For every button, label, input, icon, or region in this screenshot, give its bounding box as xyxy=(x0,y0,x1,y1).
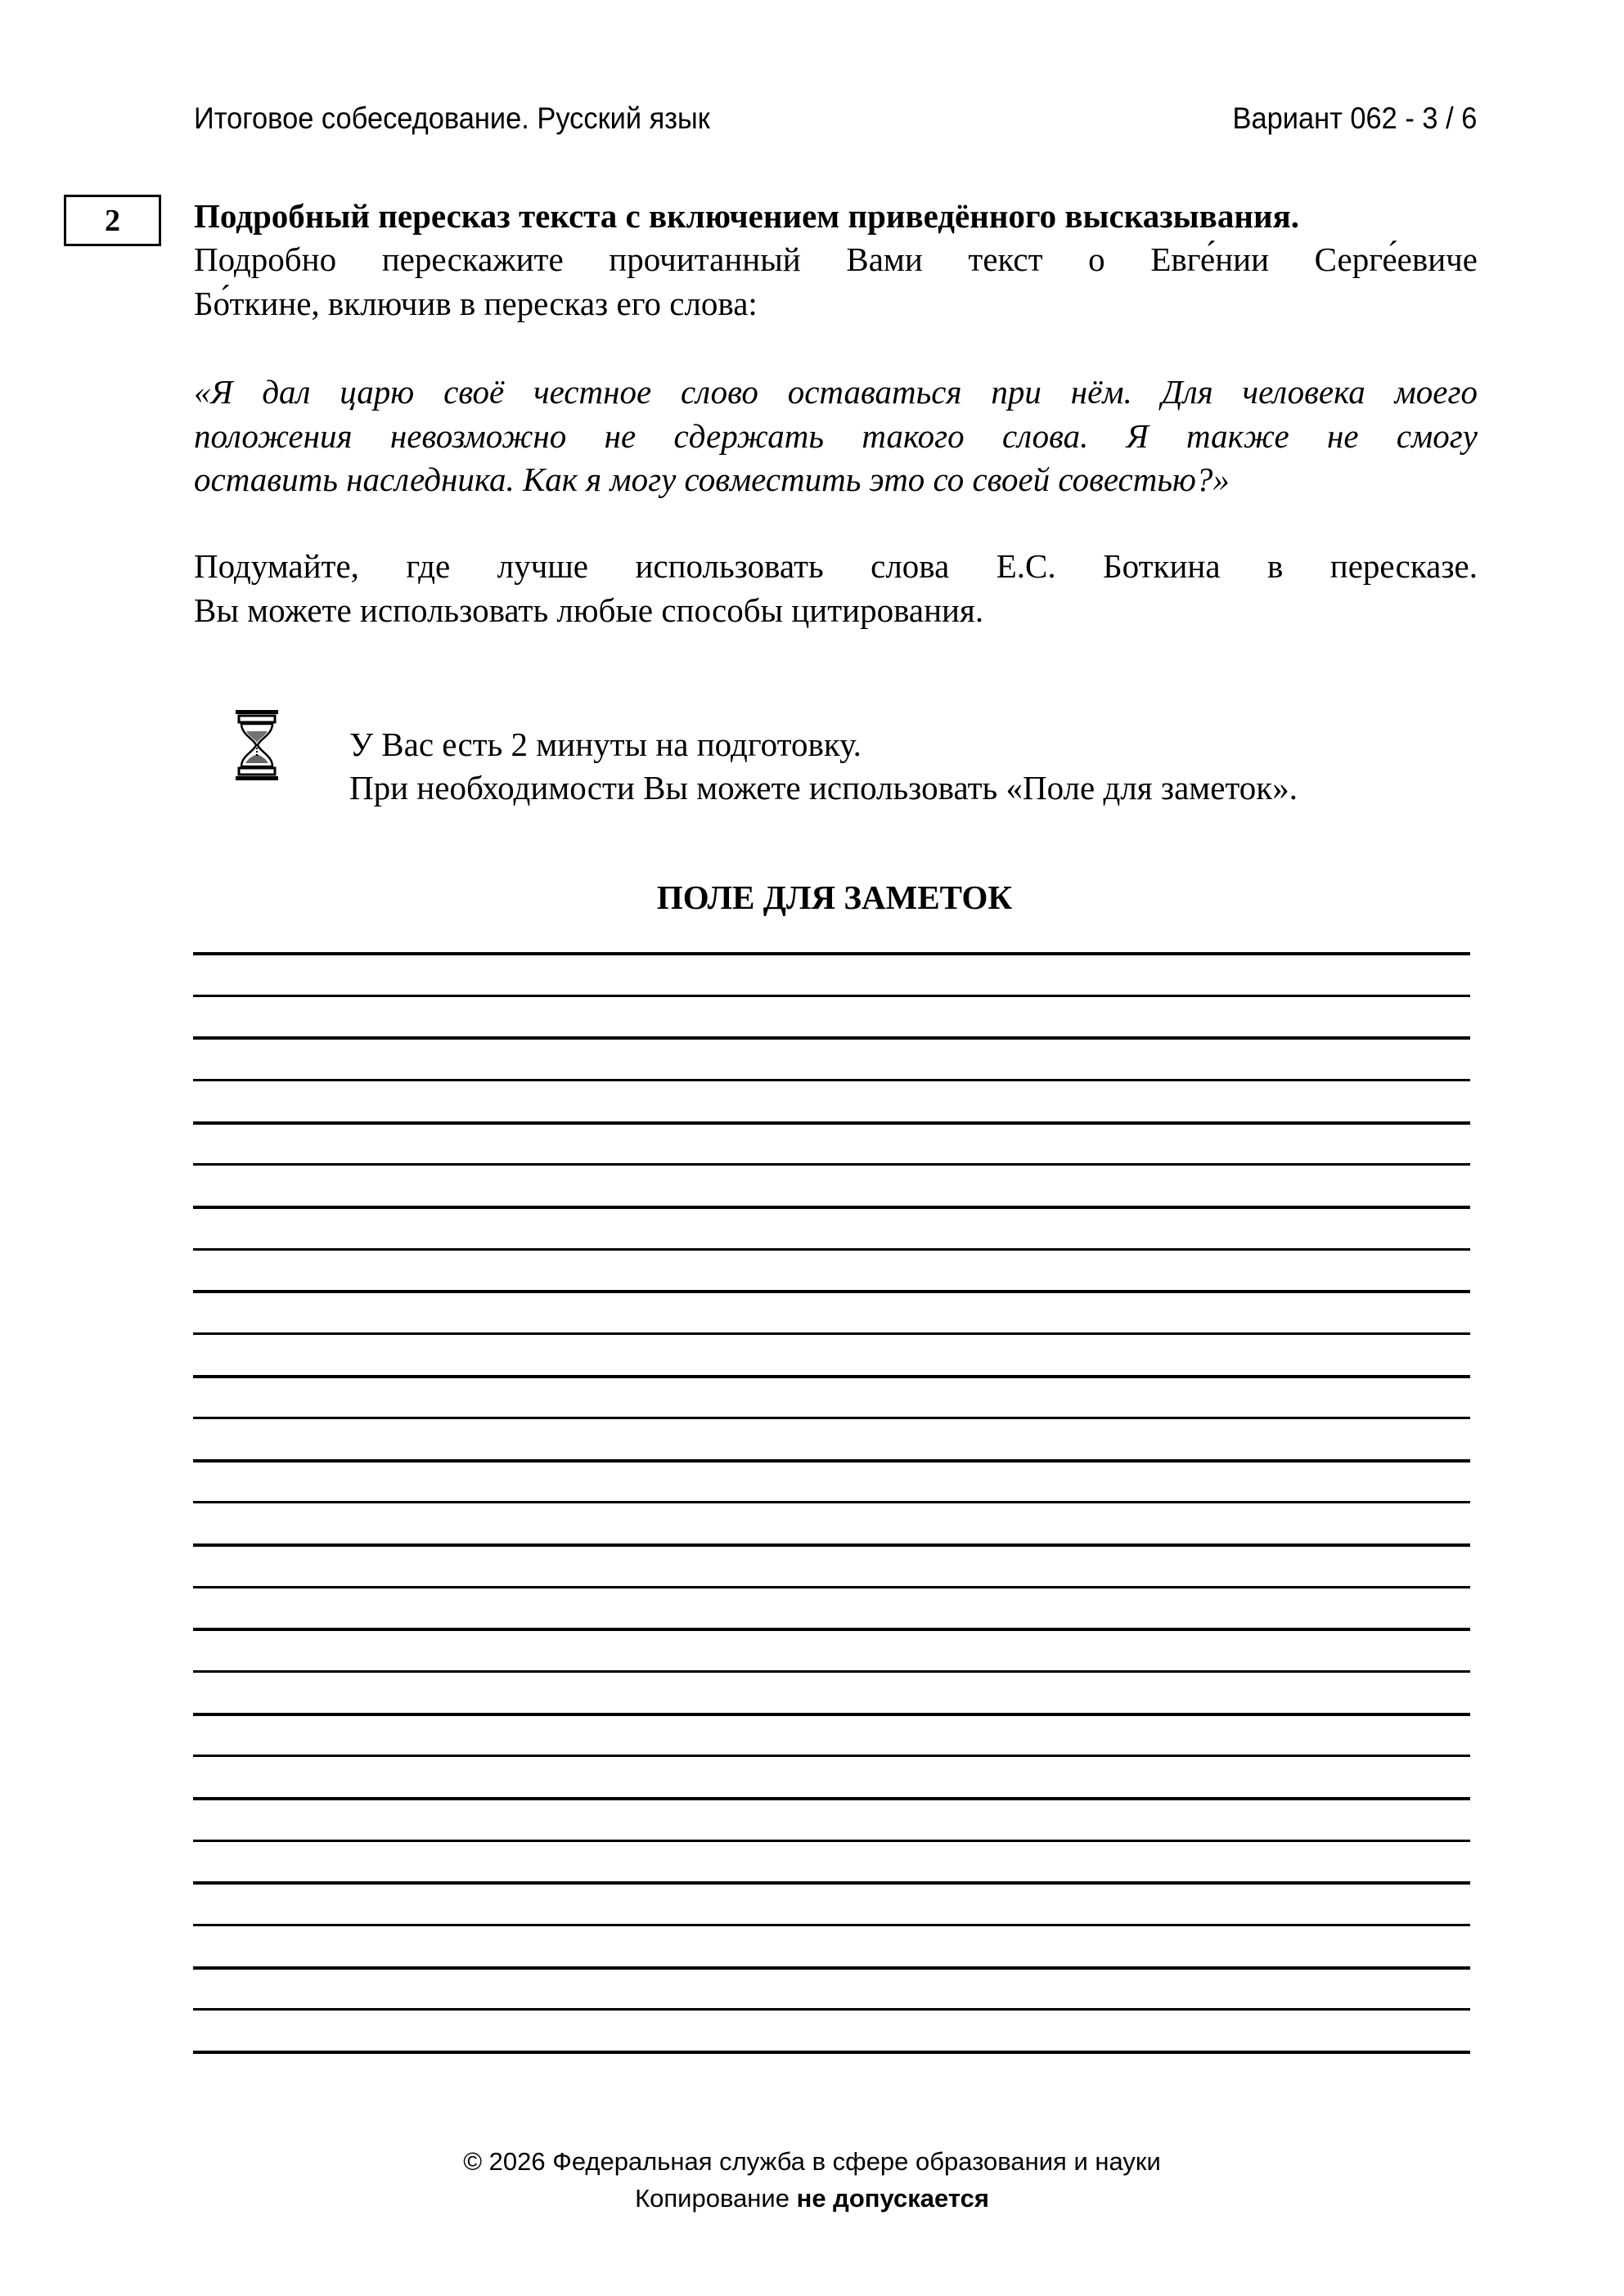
header-variant-page: Вариант 062 - 3 / 6 xyxy=(1232,101,1477,135)
note-line xyxy=(193,1670,1470,1673)
note-line xyxy=(193,1163,1470,1166)
note-line xyxy=(193,1501,1470,1503)
note-line xyxy=(193,1036,1470,1040)
note-line xyxy=(193,995,1470,997)
note-line xyxy=(193,1543,1470,1547)
quote xyxy=(194,371,1478,502)
note-line xyxy=(193,1459,1470,1463)
note-line xyxy=(193,1121,1470,1125)
footer xyxy=(0,2143,1624,2217)
preparation-text xyxy=(349,723,1298,810)
task-intro-line: Подробно перескажите прочитанный Вами текст о Евге́нии Серге́евиче xyxy=(194,240,1478,278)
task-intro xyxy=(194,238,1478,326)
quote-line: оставить наследника. Как я могу совместить это со своей совестью?» xyxy=(194,461,1230,498)
header-title: Итоговое собеседование. Русский язык xyxy=(194,101,710,135)
note-line xyxy=(193,1332,1470,1335)
note-line xyxy=(193,1881,1470,1885)
quote-line: положения невозможно не сдержать такого слова. Я также не смогу xyxy=(194,416,1478,455)
task-intro-line: Бо́ткине, включив в пересказ его слова: xyxy=(194,284,758,322)
note-line xyxy=(193,1248,1470,1251)
hourglass-icon xyxy=(234,708,280,782)
footer-copyright: © 2026 Федеральная служба в сфере образования и науки xyxy=(463,2147,1161,2176)
note-line xyxy=(193,1797,1470,1800)
notes-title: ПОЛЕ ДЛЯ ЗАМЕТОК xyxy=(656,878,1013,916)
footer-copy-bold: не допускается xyxy=(796,2184,989,2213)
note-line xyxy=(193,1375,1470,1378)
note-line xyxy=(193,952,1470,955)
preparation-line: При необходимости Вы можете использовать «Поле для заметок». xyxy=(349,769,1298,807)
note-line xyxy=(193,1713,1470,1716)
advice-line: Подумайте, где лучше использовать слова Е.С. Боткина в пересказе. xyxy=(194,547,1478,585)
preparation-line: У Вас есть 2 минуты на подготовку. xyxy=(349,726,861,763)
note-line xyxy=(193,1417,1470,1419)
note-line xyxy=(193,2051,1470,2054)
task-advice xyxy=(194,545,1478,632)
task-number: 2 xyxy=(105,203,120,238)
note-line xyxy=(193,1290,1470,1293)
task-heading: Подробный пересказ текста с включением приведённого высказывания. xyxy=(194,197,1299,235)
footer-copy-prefix: Копирование xyxy=(635,2184,790,2213)
note-line xyxy=(193,1966,1470,1970)
note-line xyxy=(193,1586,1470,1588)
footer-copy-notice xyxy=(0,2180,1624,2217)
note-line xyxy=(193,1924,1470,1926)
note-line xyxy=(193,1628,1470,1631)
advice-line: Вы можете использовать любые способы цитирования. xyxy=(194,591,984,629)
quote-line: «Я дал царю своё честное слово оставаться при нём. Для человека моего xyxy=(194,373,1478,411)
note-line xyxy=(193,1206,1470,1209)
note-line xyxy=(193,1079,1470,1081)
note-line xyxy=(193,1755,1470,1757)
note-line xyxy=(193,1840,1470,1842)
task-number-box xyxy=(64,195,161,246)
note-line xyxy=(193,2008,1470,2011)
